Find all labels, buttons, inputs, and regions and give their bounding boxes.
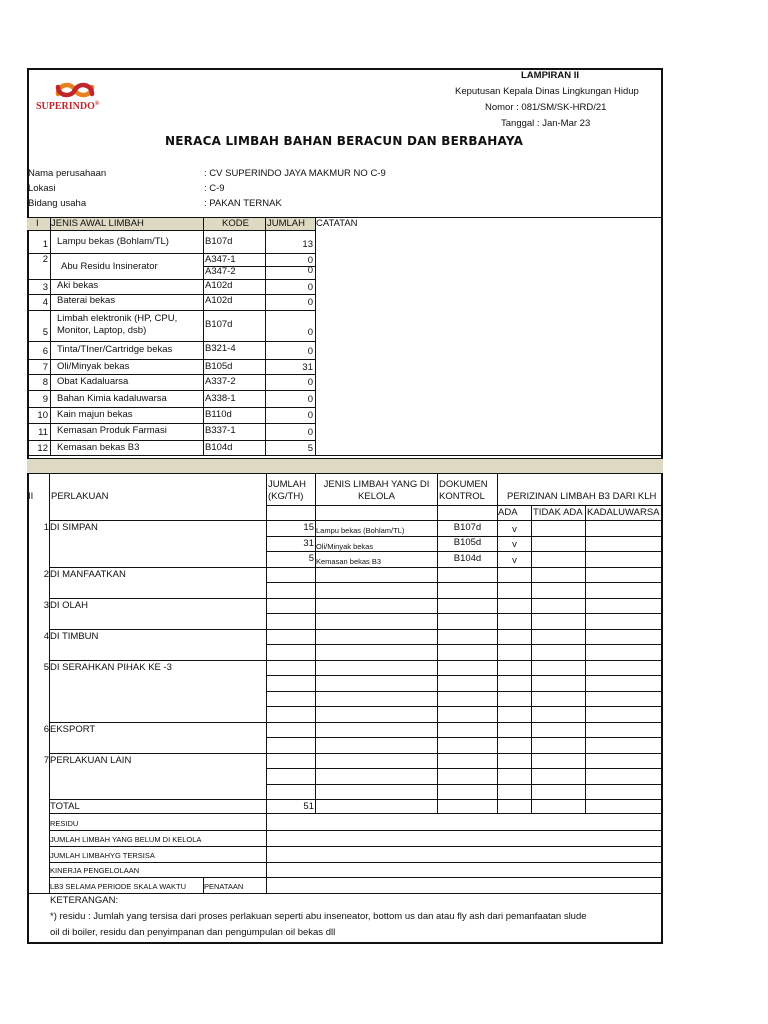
- section2-roman: II: [28, 491, 34, 502]
- treatment-no: 4: [43, 631, 49, 642]
- col-header-amount-unit: (KG/TH): [268, 491, 304, 502]
- row-name: Aki bekas: [57, 280, 99, 291]
- row-no: 5: [42, 327, 48, 338]
- notes-line-2: oil di boiler, residu dan penyimpanan dan pengumpulan oil bekas dll: [50, 927, 336, 938]
- remaining-label: JUMLAH LIMBAHYG TERSISA: [50, 851, 155, 860]
- col-header-note: CATATAN: [316, 218, 358, 229]
- row-amount: 0: [307, 377, 313, 388]
- col-header-amount: JUMLAH: [268, 479, 307, 490]
- total-value: 51: [303, 801, 314, 812]
- page-title: NERACA LIMBAH BAHAN BERACUN DAN BERBAHAYA: [165, 134, 524, 148]
- simpan-amount: 5: [308, 553, 314, 564]
- col-header-waste-type-2: KELOLA: [358, 491, 395, 502]
- row-amount: 0: [307, 427, 313, 438]
- col-header-type: JENIS AWAL LIMBAH: [51, 218, 144, 229]
- simpan-type: Kemasan bekas B3: [316, 557, 382, 566]
- row-no: 8: [42, 377, 48, 388]
- row-amount: 0: [307, 282, 313, 293]
- simpan-type: Lampu bekas (Bohlam/TL): [316, 526, 405, 535]
- unprocessed-label: JUMLAH LIMBAH YANG BELUM DI KELOLA: [50, 835, 202, 844]
- treatment-no: 1: [43, 522, 49, 533]
- business-label: Bidang usaha: [28, 198, 87, 209]
- business-value: : PAKAN TERNAK: [204, 198, 282, 209]
- treatment-no: 7: [43, 755, 49, 766]
- row-code: B321-4: [205, 343, 236, 354]
- performance-label: KINERJA PENGELOLAAN: [50, 866, 140, 875]
- row-name: Abu Residu Insinerator: [61, 261, 158, 272]
- simpan-amount: 31: [303, 538, 314, 549]
- row-code: B105d: [205, 361, 233, 372]
- simpan-amount: 15: [303, 522, 314, 533]
- row-name: Bahan Kimia kadaluwarsa: [57, 393, 167, 404]
- row-name: Kemasan Produk Farmasi: [57, 425, 167, 436]
- row-no: 6: [42, 346, 48, 357]
- treatment-label: PERLAKUAN LAIN: [50, 755, 132, 766]
- row-amount: 0: [307, 394, 313, 405]
- simpan-permit-yes: v: [512, 539, 517, 550]
- treatment-label: DI TIMBUN: [50, 631, 99, 642]
- section1-roman: I: [36, 218, 39, 229]
- row-name: Baterai bekas: [57, 295, 116, 306]
- row-amount: 0: [307, 410, 313, 421]
- col-header-amount: JUMLAH: [267, 218, 306, 229]
- simpan-doc: B104d: [453, 553, 482, 564]
- row-no: 10: [37, 410, 48, 421]
- col-header-no: TIDAK ADA: [533, 507, 583, 518]
- appendix-label: LAMPIRAN II: [521, 70, 580, 81]
- simpan-permit-yes: v: [512, 524, 517, 535]
- row-no: 11: [38, 427, 48, 438]
- row-no: 12: [37, 443, 48, 454]
- treatment-label: DI MANFAATKAN: [50, 569, 126, 580]
- row-name: Obat Kadaluarsa: [57, 376, 129, 387]
- row-no: 4: [42, 297, 48, 308]
- col-header-doc-2: KONTROL: [439, 491, 485, 502]
- row-code-2: A347-2: [205, 266, 236, 277]
- decree-date: Tanggal : Jan-Mar 23: [501, 118, 591, 129]
- logo-text: SUPERINDO®: [36, 101, 100, 112]
- row-no: 7: [42, 362, 48, 373]
- row-amount: 0: [307, 297, 313, 308]
- row-name: Tinta/TIner/Cartridge bekas: [57, 344, 173, 355]
- treatment-no: 3: [43, 600, 49, 611]
- row-amount-2: 0: [307, 265, 313, 276]
- treatment-label: DI SIMPAN: [50, 522, 98, 533]
- simpan-type: Oli/Minyak bekas: [316, 542, 374, 551]
- treatment-no: 5: [43, 662, 49, 673]
- row-name: Lampu bekas (Bohlam/TL): [57, 236, 169, 247]
- row-amount: 0: [307, 255, 313, 266]
- total-label: TOTAL: [50, 801, 80, 812]
- treatment-label: DI SERAHKAN PIHAK KE -3: [50, 662, 172, 673]
- decree-number: Nomor : 081/SM/SK-HRD/21: [485, 102, 607, 113]
- row-name: Kemasan bekas B3: [57, 442, 140, 453]
- row-code: A102d: [205, 295, 233, 306]
- logo-mark-icon: [53, 78, 97, 102]
- col-header-treatment: PERLAKUAN: [51, 491, 109, 502]
- row-code: A337-2: [205, 376, 236, 387]
- section-separator-band: [27, 458, 663, 473]
- residu-label: RESIDU: [50, 819, 79, 828]
- col-header-code: KODE: [222, 218, 249, 229]
- company-name-label: Nama perusahaan: [28, 168, 107, 179]
- company-name-value: : CV SUPERINDO JAYA MAKMUR NO C-9: [204, 168, 386, 179]
- simpan-doc: B107d: [453, 522, 482, 533]
- col-header-doc: DOKUMEN: [439, 479, 488, 490]
- row-amount: 13: [302, 239, 313, 250]
- row-code: A102d: [205, 280, 233, 291]
- decree-label: Keputusan Kepala Dinas Lingkungan Hidup: [455, 86, 639, 97]
- location-value: : C-9: [204, 183, 225, 194]
- col-header-permit: PERIZINAN LIMBAH B3 DARI KLH: [507, 491, 657, 502]
- period-label: LB3 SELAMA PERIODE SKALA WAKTU: [50, 882, 187, 891]
- row-amount: 0: [307, 346, 313, 357]
- col-header-expired: KADALUWARSA: [587, 507, 660, 518]
- treatment-label: DI OLAH: [50, 600, 89, 611]
- row-no: 9: [42, 394, 48, 405]
- notes-heading: KETERANGAN:: [50, 895, 119, 906]
- row-code: B110d: [205, 409, 232, 420]
- col-header-yes: ADA: [498, 507, 518, 518]
- location-label: Lokasi: [28, 183, 56, 194]
- row-code: B107d: [205, 236, 233, 247]
- simpan-doc: B105d: [453, 537, 482, 548]
- row-no: 3: [42, 282, 48, 293]
- col-header-waste-type: JENIS LIMBAH YANG DI: [323, 479, 430, 490]
- row-amount: 5: [307, 443, 313, 454]
- row-no: 2: [42, 254, 48, 265]
- row-code: B337-1: [205, 425, 236, 436]
- treatment-label: EKSPORT: [50, 724, 96, 735]
- row-no: 1: [42, 239, 48, 250]
- treatment-no: 6: [43, 724, 49, 735]
- row-amount: 31: [302, 362, 313, 373]
- row-name: Oli/Minyak bekas: [57, 361, 130, 372]
- simpan-permit-yes: v: [512, 555, 517, 566]
- row-code: B104d: [205, 442, 233, 453]
- period-label-2: PENATAAN: [204, 882, 244, 891]
- notes-line-1: *) residu : Jumlah yang tersisa dari proses perlakuan seperti abu inseneator, bottom us dan atau fly ash dari pemanfaatan slude: [50, 911, 587, 922]
- row-name: Kain majun bekas: [57, 409, 133, 420]
- row-amount: 0: [307, 327, 313, 338]
- row-name: Limbah elektronik (HP, CPU,: [57, 313, 178, 324]
- row-code: A338-1: [205, 393, 236, 404]
- row-code: B107d: [205, 319, 233, 330]
- row-name-2: Monitor, Laptop, dsb): [57, 325, 147, 336]
- treatment-no: 2: [43, 569, 49, 580]
- row-code: A347-1: [205, 254, 236, 265]
